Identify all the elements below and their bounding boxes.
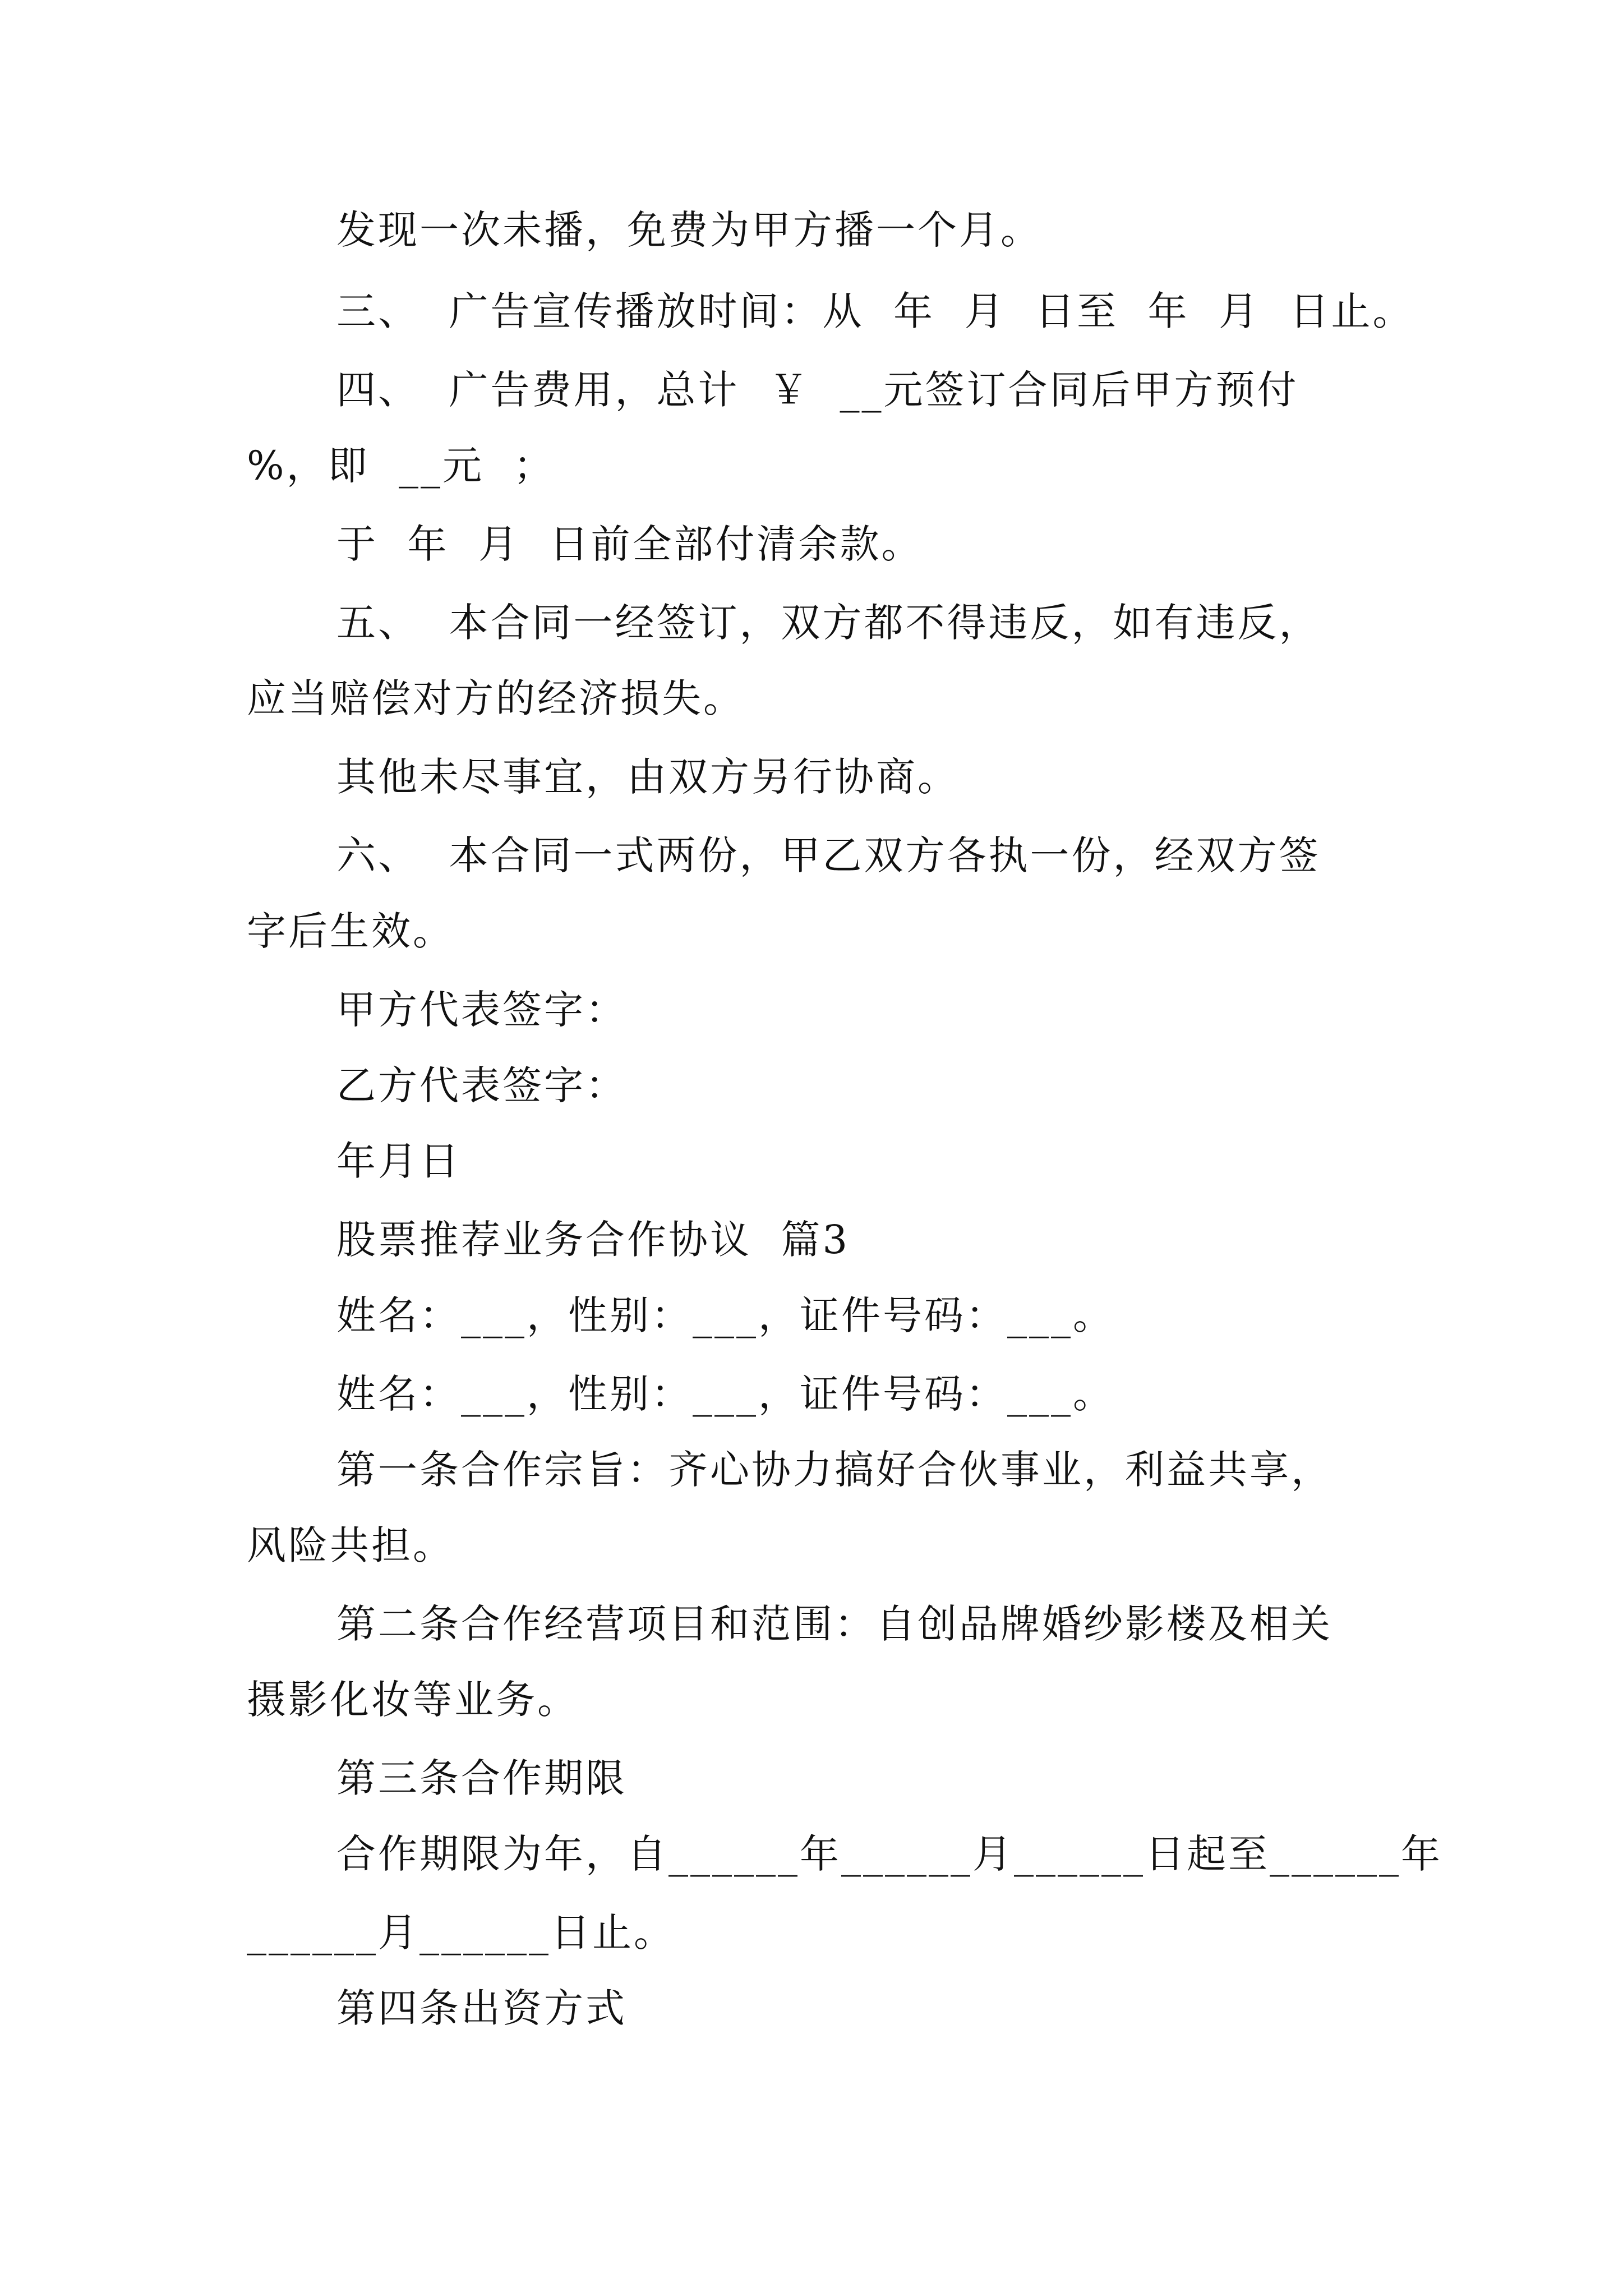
paragraph-line: 风险共担。	[247, 1522, 454, 1568]
signature-line-party-b: 乙方代表签字：	[336, 1062, 627, 1108]
paragraph-line: %，即 __元 ；	[247, 443, 555, 489]
date-line: 年月日	[336, 1138, 461, 1184]
paragraph-line: 其他未尽事宜，由双方另行协商。	[336, 754, 959, 800]
paragraph-line: 发现一次未播，免费为甲方播一个月。	[336, 207, 1042, 253]
section-title: 股票推荐业务合作协议 篇3	[336, 1217, 850, 1263]
clause-heading: 五、 本合同一经签订，双方都不得违反，如有违反，	[336, 600, 1321, 646]
signature-line-party-a: 甲方代表签字：	[336, 987, 627, 1033]
party-info-line: 姓名：___，性别：___，证件号码：___。	[336, 1371, 1114, 1417]
article-heading: 第二条合作经营项目和范围：自创品牌婚纱影楼及相关	[336, 1601, 1332, 1647]
article-heading: 第三条合作期限	[336, 1755, 627, 1801]
paragraph-line: 摄影化妆等业务。	[247, 1677, 579, 1723]
paragraph-line: 字后生效。	[247, 908, 454, 954]
article-heading: 第一条合作宗旨：齐心协力搞好合伙事业，利益共享，	[336, 1447, 1332, 1493]
clause-heading: 四、 广告费用，总计 ￥ __元签订合同后甲方预付	[336, 367, 1299, 413]
clause-heading: 三、 广告宣传播放时间：从 年 月 日至 年 月 日止。	[336, 288, 1414, 334]
paragraph-line: 合作期限为年，自______年______月______日起至______年	[336, 1831, 1442, 1877]
paragraph-line: 于 年 月 日前全部付清余款。	[336, 521, 923, 567]
paragraph-line: ______月______日止。	[247, 1910, 675, 1955]
clause-heading: 六、 本合同一式两份，甲乙双方各执一份，经双方签	[336, 832, 1321, 878]
party-info-line: 姓名：___，性别：___，证件号码：___。	[336, 1292, 1114, 1338]
article-heading: 第四条出资方式	[336, 1985, 627, 2031]
paragraph-line: 应当赔偿对方的经济损失。	[247, 675, 745, 721]
